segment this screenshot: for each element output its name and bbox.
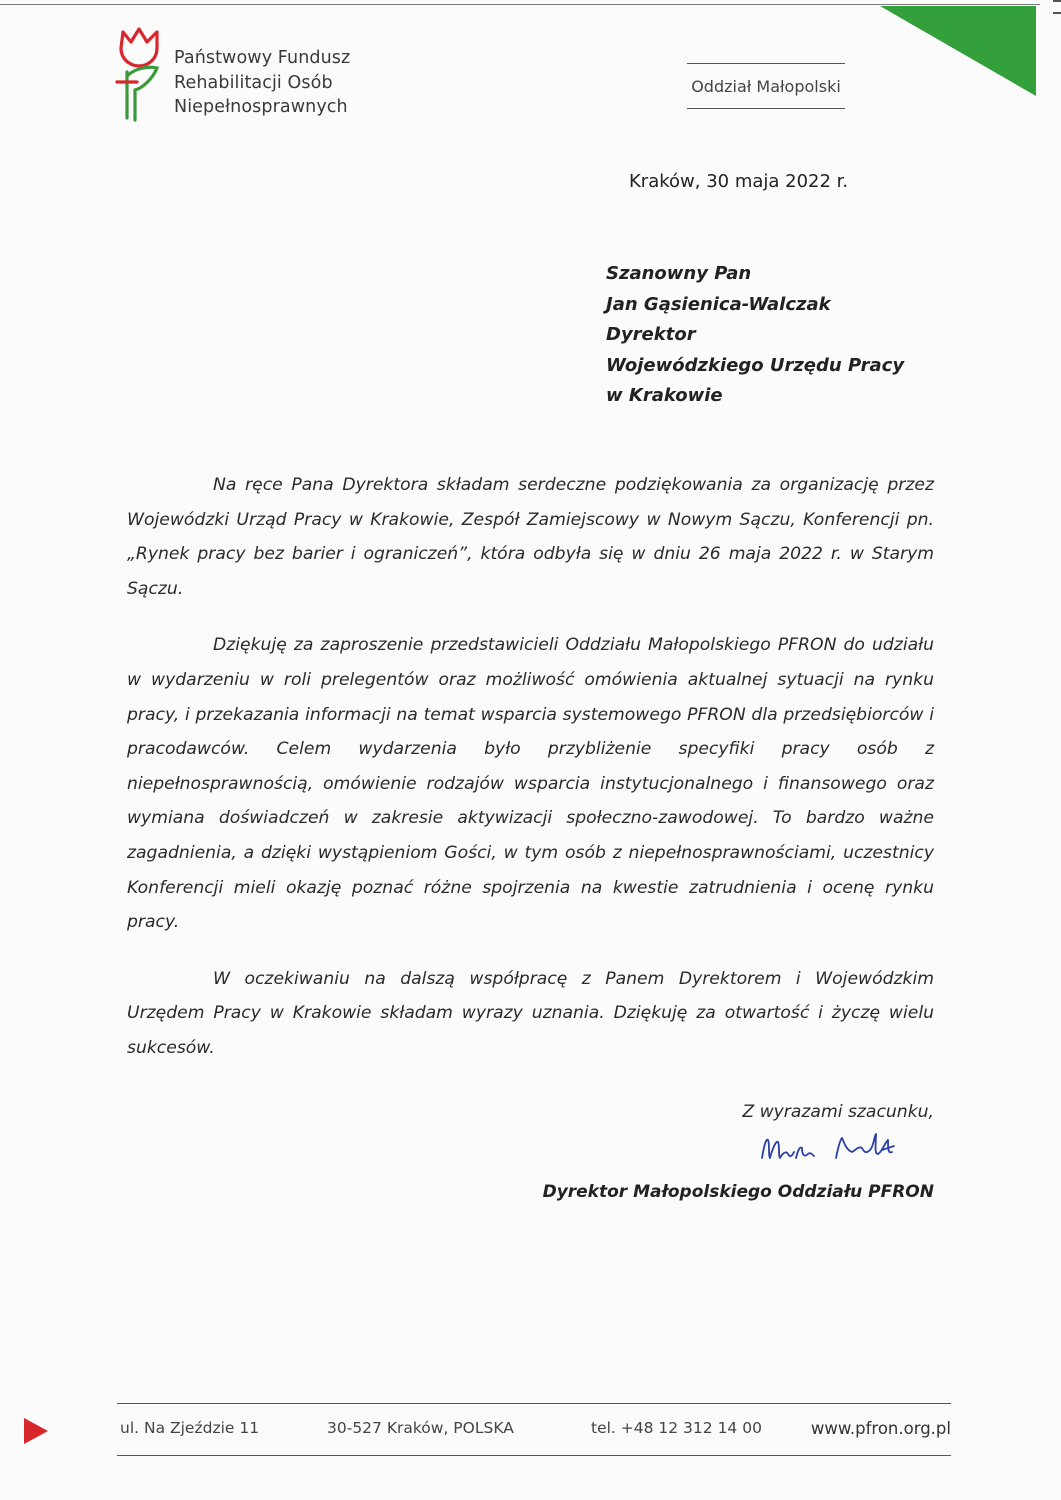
recipient-line: w Krakowie (606, 385, 723, 406)
footer-city: 30-527 Kraków, POLSKA (327, 1419, 514, 1437)
recipient-line: Dyrektor (606, 324, 696, 345)
footer-address: ul. Na Zjeździe 11 (120, 1419, 260, 1437)
body-paragraph: W oczekiwaniu na dalszą współpracę z Panem Dyrektorem i Wojewódzkim Urzędem Pracy w Krakowie składam wyrazy uznania. Dziękuję za otwartość i życzę wielu sukcesów. (127, 968, 934, 1058)
recipient-block (606, 259, 904, 412)
scan-mark (1053, 0, 1061, 14)
organization-name-line: Państwowy Fundusz (174, 48, 351, 68)
recipient-line: Wojewódzkiego Urzędu Pracy (606, 354, 905, 376)
recipient-line: Jan Gąsienica-Walczak (606, 293, 831, 315)
organization-name-line: Rehabilitacji Osób (174, 72, 333, 93)
footer-rule-bottom (117, 1455, 951, 1456)
branch-rule-bottom (687, 108, 845, 109)
branch-name: Oddział Małopolski (691, 77, 841, 96)
letter-date: Kraków, 30 maja 2022 r. (629, 171, 849, 192)
scan-top-edge (0, 4, 1040, 5)
letter-body (127, 468, 934, 1088)
footer-rule-top (117, 1403, 951, 1404)
organization-name-line: Niepełnosprawnych (174, 97, 348, 117)
footer-website-link[interactable]: www.pfron.org.pl (810, 1419, 951, 1438)
recipient-line: Szanowny Pan (606, 263, 752, 284)
footer-phone: tel. +48 12 312 14 00 (591, 1419, 762, 1437)
body-paragraph: Na ręce Pana Dyrektora składam serdeczne podziękowania za organizację przez Wojewódzki Urząd Pracy w Krakowie, Zespół Zamiejscowy w Nowym Sączu, Konferencji pn. „Rynek pracy bez barier i ograniczeń”, która odbyła się w dniu 26 maja 2022 r. w Starym Sączu. (127, 475, 934, 599)
footer-arrow-icon (24, 1418, 48, 1444)
organization-name (174, 46, 350, 120)
body-paragraph: Dziękuję za zaproszenie przedstawicieli Oddziału Małopolskiego PFRON do udziału w wydarzeniu w roli prelegentów oraz możliwość omówienia aktualnej sytuacji na rynku pracy, i przekazania informacji na temat wsparcia systemowego PFRON dla przedsiębiorców i pracodawców. Celem wydarzenia było przybliżenie specyfiki pracy osób z niepełnosprawnością, omówienie rodzajów wsparcia instytucjonalnego i finansowego oraz wymiana doświadczeń w zakresie aktywizacji społeczno-zawodowej. To bardzo ważne zagadnienia, a dzięki wystąpieniom Gości, w tym osób z niepełnosprawnościami, uczestnicy Konferencji mieli okazję poznać różne spojrzenia na kwestie zatrudnienia i ocenę rynku pracy. (127, 635, 934, 933)
signer-title: Dyrektor Małopolskiego Oddziału PFRON (542, 1182, 934, 1202)
closing-salutation: Z wyrazami szacunku, (742, 1102, 934, 1122)
corner-triangle-decoration (880, 6, 1036, 98)
handwritten-signature (758, 1128, 908, 1170)
pfron-tulip-logo-icon (113, 26, 165, 122)
branch-block (687, 63, 845, 109)
